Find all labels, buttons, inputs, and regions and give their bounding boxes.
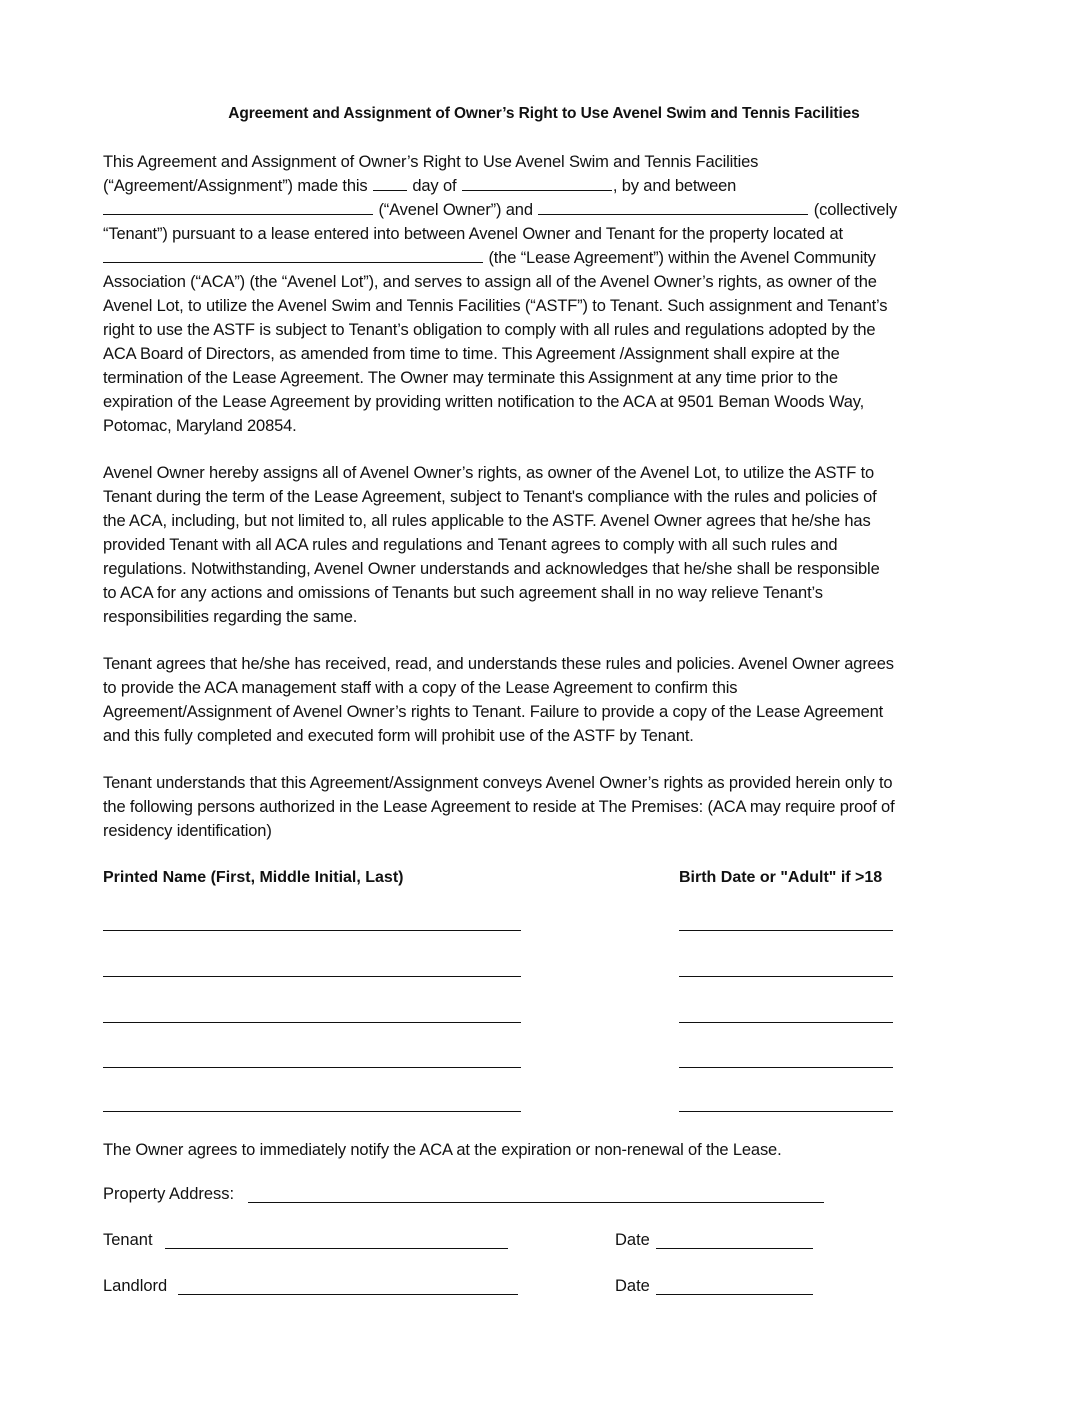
name-line-1[interactable] — [103, 930, 521, 931]
birth-date-line-1[interactable] — [679, 930, 893, 931]
property-address-label: Property Address: — [103, 1185, 235, 1203]
name-line-5[interactable] — [103, 1111, 521, 1112]
month-blank[interactable] — [462, 175, 612, 191]
para-line: responsibilities regarding the same. — [103, 608, 358, 626]
day-blank[interactable] — [373, 175, 407, 191]
intro-line — [103, 174, 993, 198]
intro-text: (the “Lease Agreement”) within the Avenel Community — [488, 249, 876, 267]
tenant-name-blank[interactable] — [538, 199, 808, 215]
intro-line: Association (“ACA”) (the “Avenel Lot”), and serves to assign all of the Avenel Owner’s rights, as owner of the — [103, 273, 877, 291]
tenant-label: Tenant — [103, 1231, 153, 1249]
para-line: Agreement/Assignment of Avenel Owner’s rights to Tenant. Failure to provide a copy of the Lease Agreement — [103, 703, 884, 721]
assignment-paragraph — [103, 461, 993, 629]
name-line-3[interactable] — [103, 1022, 521, 1023]
intro-text: (“Avenel Owner”) and — [378, 201, 533, 219]
birth-date-header: Birth Date or "Adult" if >18 — [679, 869, 883, 886]
acknowledgement-paragraph — [103, 652, 993, 748]
birth-date-line-4[interactable] — [679, 1067, 893, 1068]
tenant-signature-line[interactable] — [165, 1248, 508, 1249]
intro-line — [103, 198, 993, 222]
authorized-persons-paragraph — [103, 771, 993, 843]
para-line: Avenel Owner hereby assigns all of Avenel Owner’s rights, as owner of the Avenel Lot, to utilize the ASTF to — [103, 464, 875, 482]
intro-line: Avenel Lot, to utilize the Avenel Swim and Tennis Facilities (“ASTF”) to Tenant. Such assignment and Tenant’s — [103, 297, 888, 315]
intro-line — [103, 246, 993, 270]
intro-line: “Tenant”) pursuant to a lease entered into between Avenel Owner and Tenant for the property located at — [103, 225, 843, 243]
intro-text: (“Agreement/Assignment”) made this — [103, 177, 368, 195]
landlord-date-label: Date — [615, 1277, 650, 1295]
owner-name-blank[interactable] — [103, 199, 373, 215]
para-line: and this fully completed and executed form will prohibit use of the ASTF by Tenant. — [103, 727, 694, 745]
tenant-date-label: Date — [615, 1231, 650, 1249]
para-line: the ACA, including, but not limited to, all rules applicable to the ASTF. Avenel Owner agrees that he/she has — [103, 512, 871, 530]
name-line-4[interactable] — [103, 1067, 521, 1068]
notify-text: The Owner agrees to immediately notify the ACA at the expiration or non-renewal of the Lease. — [103, 1141, 782, 1159]
intro-text: day of — [412, 177, 457, 195]
para-line: to provide the ACA management staff with a copy of the Lease Agreement to confirm this — [103, 679, 738, 697]
para-line: regulations. Notwithstanding, Avenel Owner understands and acknowledges that he/she shall be responsible — [103, 560, 880, 578]
para-line: residency identification) — [103, 822, 272, 840]
para-line: provided Tenant with all ACA rules and regulations and Tenant agrees to comply with all such rules and — [103, 536, 838, 554]
document-title: Agreement and Assignment of Owner’s Right to Use Avenel Swim and Tennis Facilities — [228, 105, 860, 122]
intro-text: , by and between — [612, 177, 737, 195]
landlord-label: Landlord — [103, 1277, 168, 1295]
birth-date-line-3[interactable] — [679, 1022, 893, 1023]
para-line: Tenant during the term of the Lease Agreement, subject to Tenant's compliance with the rules and policies of — [103, 488, 877, 506]
intro-line: Potomac, Maryland 20854. — [103, 417, 297, 435]
para-line: to ACA for any actions and omissions of Tenants but such agreement shall in no way relieve Tenant’s — [103, 584, 823, 602]
notify-statement — [103, 1138, 993, 1162]
intro-line: termination of the Lease Agreement. The Owner may terminate this Assignment at any time prior to the — [103, 369, 838, 387]
birth-date-line-2[interactable] — [679, 976, 893, 977]
para-line: Tenant understands that this Agreement/Assignment conveys Avenel Owner’s rights as provided herein only to — [103, 774, 893, 792]
intro-line: This Agreement and Assignment of Owner’s Right to Use Avenel Swim and Tennis Facilities — [103, 153, 759, 171]
intro-text: (collectively — [813, 201, 898, 219]
intro-line: expiration of the Lease Agreement by providing written notification to the ACA at 9501 Beman Woods Way, — [103, 393, 865, 411]
intro-line: right to use the ASTF is subject to Tenant’s obligation to comply with all rules and regulations adopted by the — [103, 321, 876, 339]
para-line: the following persons authorized in the Lease Agreement to reside at The Premises: (ACA may require proof of — [103, 798, 895, 816]
birth-date-line-5[interactable] — [679, 1111, 893, 1112]
printed-name-header: Printed Name (First, Middle Initial, Last) — [103, 869, 404, 886]
intro-line: ACA Board of Directors, as amended from time to time. This Agreement /Assignment shall expire at the — [103, 345, 840, 363]
landlord-date-line[interactable] — [656, 1294, 813, 1295]
property-address-line[interactable] — [248, 1202, 824, 1203]
property-blank[interactable] — [103, 247, 483, 263]
name-line-2[interactable] — [103, 976, 521, 977]
tenant-date-line[interactable] — [656, 1248, 813, 1249]
intro-paragraph — [103, 150, 993, 438]
para-line: Tenant agrees that he/she has received, read, and understands these rules and policies. Avenel Owner agrees — [103, 655, 894, 673]
landlord-signature-line[interactable] — [178, 1294, 518, 1295]
